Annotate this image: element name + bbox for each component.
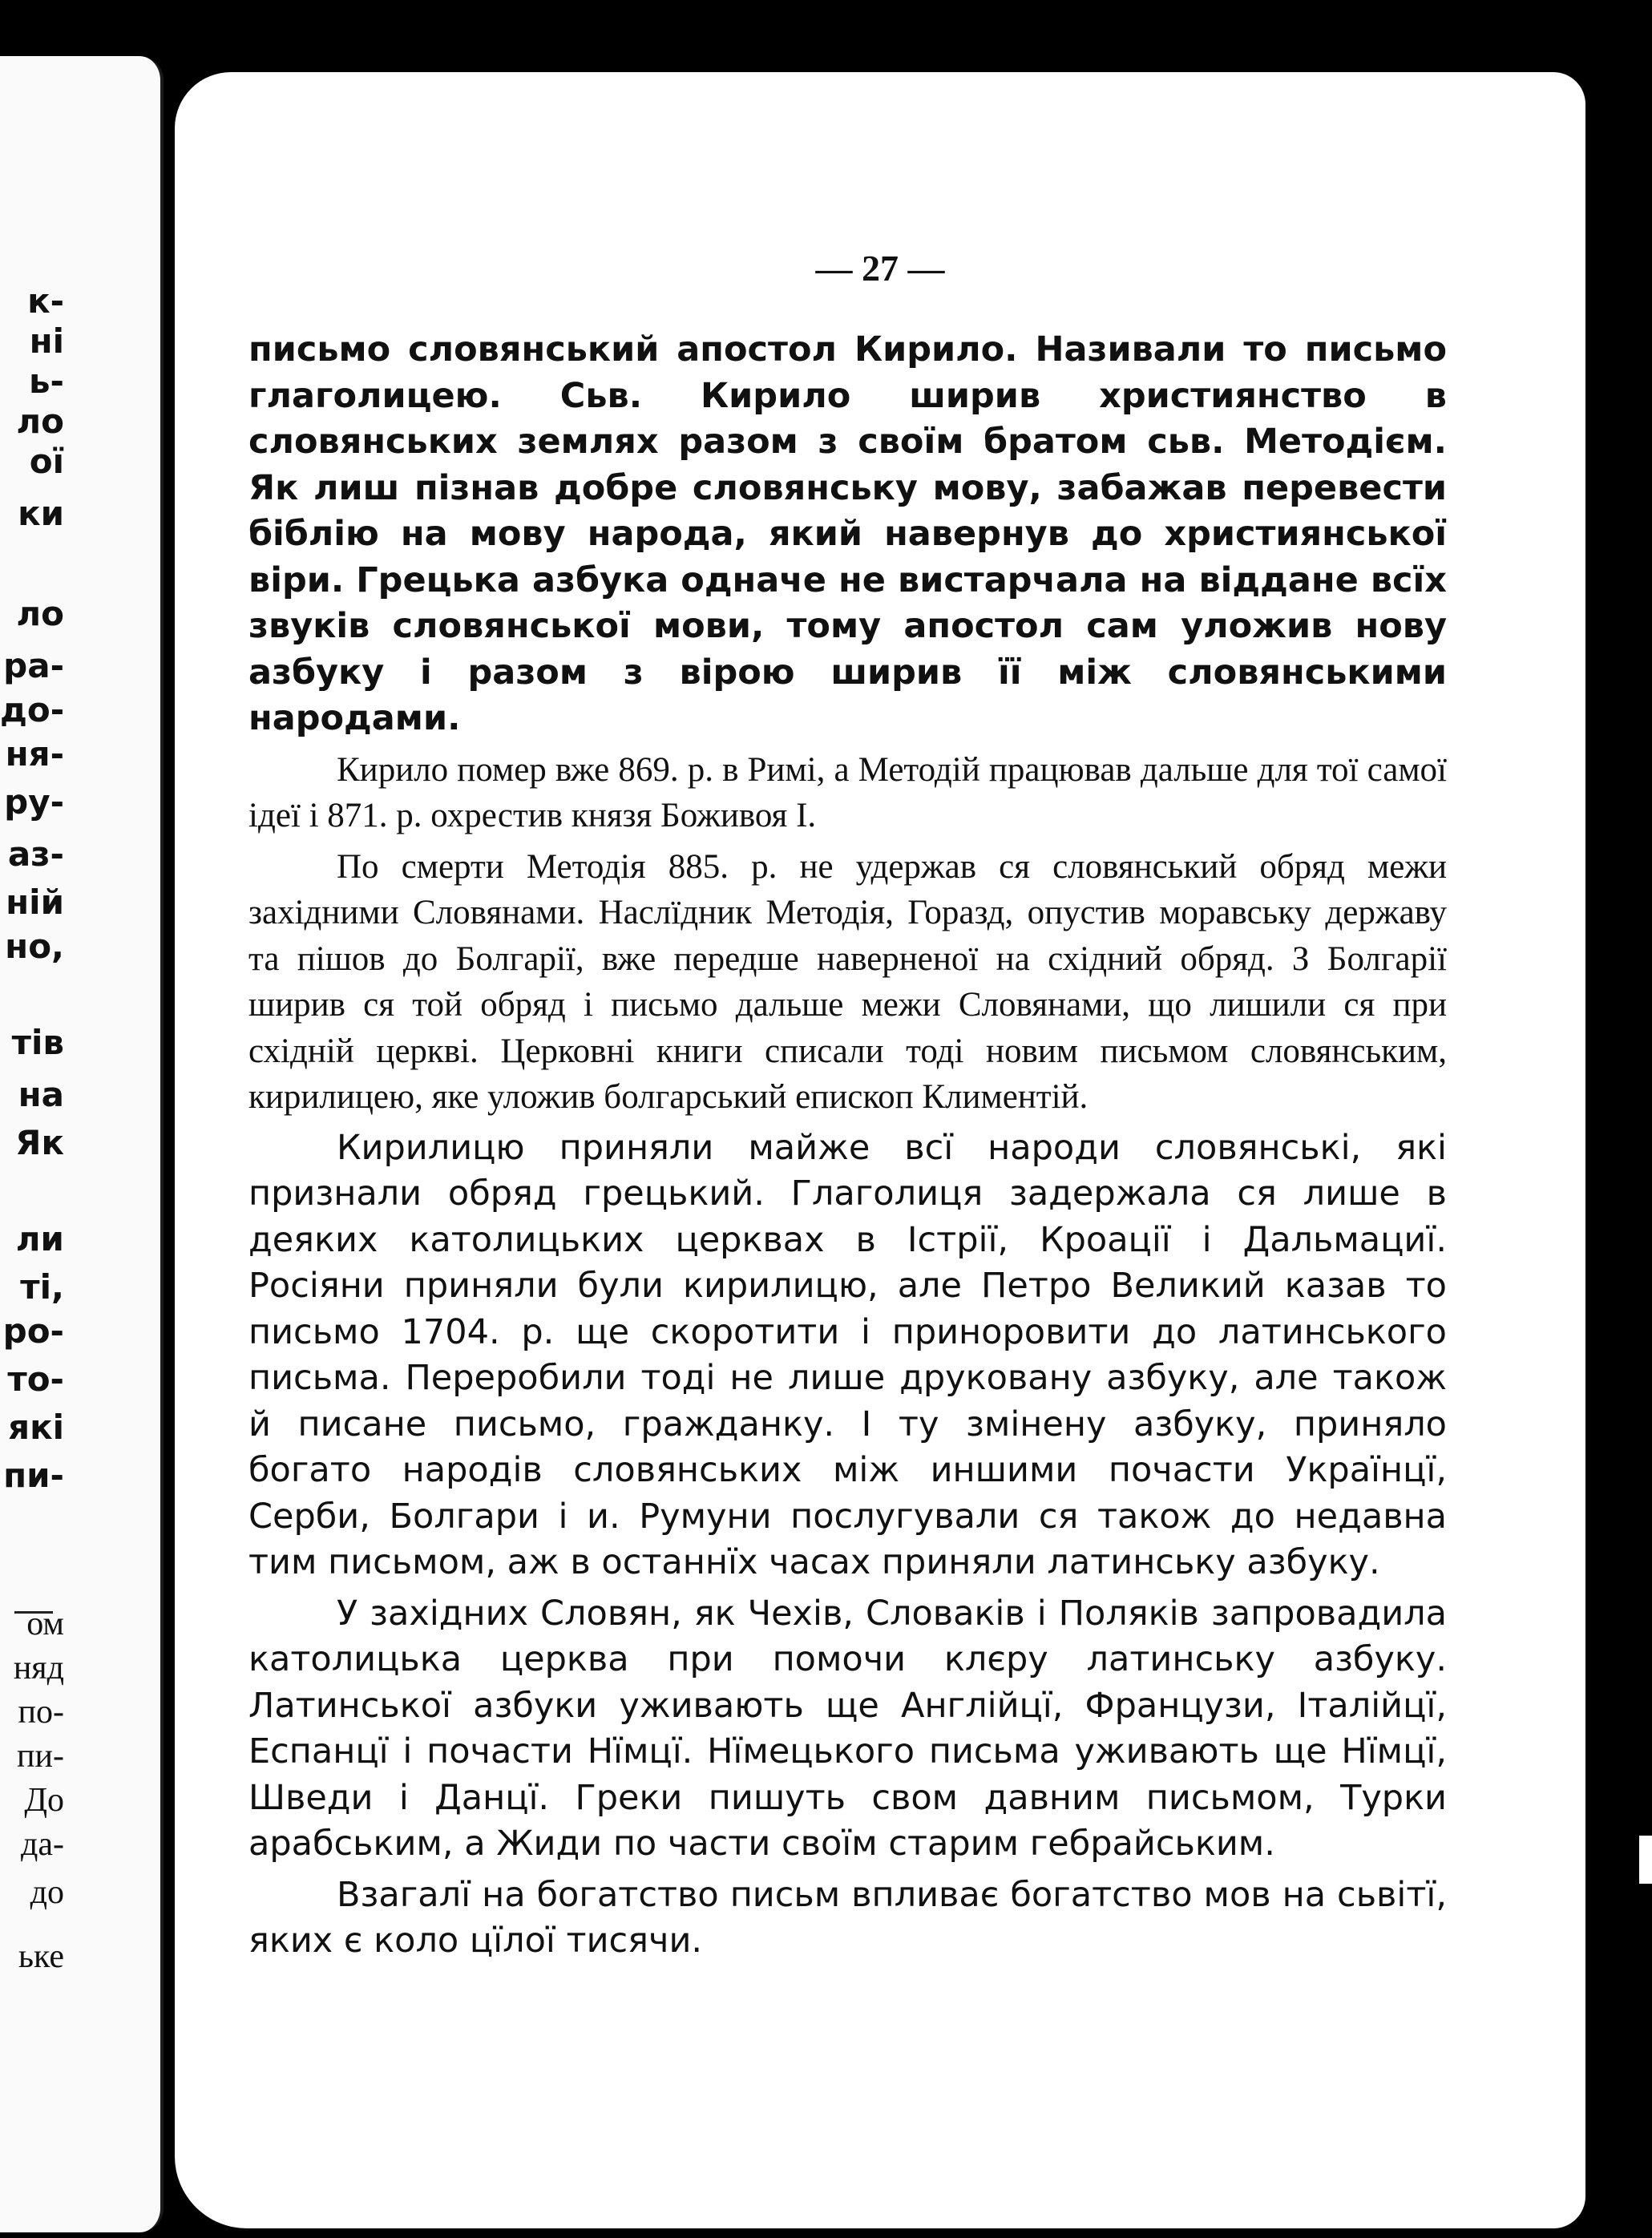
previous-page-fragment: які <box>8 1408 64 1447</box>
previous-page-fragment: ті, <box>20 1267 64 1307</box>
paragraph-6: Взагалї на богатство письм впливає богатство мов на сьвітї, яких є коло цїлої тисячи. <box>248 1874 1447 1961</box>
previous-page-edge <box>0 56 164 2232</box>
previous-page-fragment: по- <box>18 1694 64 1731</box>
previous-page-fragment: до- <box>0 690 65 729</box>
previous-page-fragment: ої <box>29 442 64 481</box>
previous-page-fragment: ній <box>6 883 64 922</box>
previous-page-fragment: на <box>18 1075 64 1114</box>
paragraph-1: письмо словянський апостол Кирило. Називали то письмо глаголицею. Сьв. Кирило ширив християнство в словянських землях разом з своїм братом сьв. Методієм. Як лиш пізнав добре словянську мову, забажав перевести біблію на мову народа, який навернув до християнської віри. Грецька азбука одначе не вистарчала на віддане всїх звуків словянської мови, тому апостол сам уложив нову азбуку і разом з вірою ширив її між словянськими народами. <box>248 329 1447 738</box>
previous-page-fragment: но, <box>5 927 64 966</box>
previous-page-fragment: до <box>30 1874 64 1911</box>
previous-page-fragment: ом <box>26 1606 64 1642</box>
book-page <box>175 72 1585 2228</box>
previous-page-fragment: Як <box>15 1123 64 1162</box>
paragraph-4: Кирилицю приняли майже всї народи словянські, які признали обряд грецький. Глаголиця задержала ся лише в деяких католицьких церквах в Істрії, Кроації і Дальмациї. Росіяни приняли були кирилицю, але Петро Великий казав то письмо 1704. р. ще скоротити і приноровити до латинського письма. Переробили тоді не лише друковану азбуку, але також й писане письмо, гражданку. І ту змінену азбуку, приняло богато народів словянських між иншими почасти Українцї, Серби, Болгари і и. Румуни послугували ся також до недавна тим письмом, аж в останнїх часах приняли латинську азбуку. <box>248 1127 1447 1582</box>
previous-page-fragment: ро- <box>2 1311 64 1351</box>
previous-page-fragment: пи- <box>17 1738 64 1775</box>
previous-page-fragment: пи- <box>3 1456 64 1495</box>
previous-page-fragment: няд <box>13 1650 64 1687</box>
previous-page-fragment: тів <box>11 1023 64 1062</box>
paragraph-2: Кирило помер вже 869. р. в Римі, а Методій працював дальше для тої самої ідеї і 871. р. охрестив князя Боживоя І. <box>248 750 1447 834</box>
previous-page-fragment: то- <box>7 1359 64 1399</box>
previous-page-fragment: ь- <box>29 362 64 401</box>
paragraph-3: По смерти Методія 885. р. не удержав ся словянський обряд межи західними Словянами. Наслїдник Методія, Горазд, опустив моравську державу та пішов до Болгарії, вже передше наверненої на східний обряд. З Болгарії ширив ся той обряд і письмо дальше межи Словянами, що лишили ся при східній церкві. Церковні книги списали тоді новим письмом словянським, кирилицею, яке уложив болгарський епископ Климентій. <box>248 847 1447 1116</box>
previous-page-fragment: До <box>24 1782 64 1819</box>
previous-page-fragment: ьке <box>18 1938 64 1975</box>
previous-page-fragment: ні <box>29 321 64 361</box>
next-page-edge <box>1639 1836 1652 1884</box>
page-number: — 27 — <box>815 248 945 289</box>
previous-page-fragment: ло <box>16 594 64 633</box>
previous-page-fragment: ки <box>18 494 64 533</box>
previous-page-fragment: ли <box>15 1219 64 1258</box>
paragraph-5: У західних Словян, як Чехів, Словаків і Поляків запровадила католицька церква при помочи клєру латинську азбуку. Латинської азбуки уживають ще Англійцї, Французи, Італійцї, Еспанцї і почасти Нїмцї. Нїмецького письма уживають ще Нїмцї, Шведи і Данцї. Греки пишуть свом давним письмом, Турки арабським, а Жиди по части своїм старим гебрайським. <box>248 1593 1447 1864</box>
previous-page-fragment: ня- <box>5 734 64 774</box>
previous-page-fragment: аз- <box>7 834 64 874</box>
previous-page-fragment: ру- <box>4 782 64 822</box>
previous-page-fragment: ло <box>16 402 64 441</box>
previous-page-fragment: к- <box>27 281 64 321</box>
previous-page-fragment: да- <box>21 1826 64 1863</box>
previous-page-rule <box>14 1611 53 1614</box>
page-body-text <box>248 327 1447 1965</box>
previous-page-fragment: ра- <box>3 646 64 685</box>
